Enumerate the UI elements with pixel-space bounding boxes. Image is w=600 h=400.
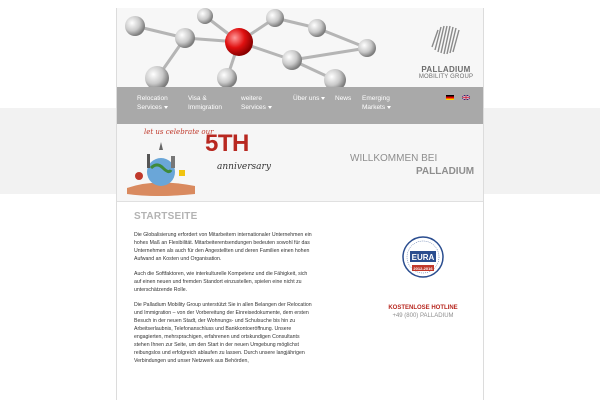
nav-label: Emerging: [362, 95, 390, 102]
palladium-logo[interactable]: [413, 22, 479, 84]
main-navigation: [117, 87, 483, 124]
main-content: [134, 211, 314, 372]
nav-label: Relocation: [137, 95, 168, 102]
nav-item-weitere-services[interactable]: [241, 94, 272, 112]
welcome-line-2: PALLADIUM: [416, 166, 475, 177]
anniversary-banner: [117, 124, 483, 202]
nav-item-news[interactable]: [335, 94, 351, 103]
chevron-down-icon: [164, 106, 168, 109]
celebrate-text: let us celebrate our: [144, 128, 214, 136]
sidebar: [365, 236, 481, 319]
welcome-heading: [350, 152, 474, 178]
palladium-logo-mark-icon: [426, 22, 466, 56]
uk-flag-icon[interactable]: [462, 95, 470, 100]
header: [117, 8, 483, 87]
chevron-down-icon: [387, 106, 391, 109]
nav-label: Immigration: [188, 104, 222, 111]
seal-years: 2012-2016: [413, 265, 433, 271]
nav-label: weitere: [241, 95, 262, 102]
german-flag-icon[interactable]: [446, 95, 454, 100]
nav-label: Visa &: [188, 95, 207, 102]
page-title: STARTSEITE: [134, 211, 198, 222]
welcome-line-1: WILLKOMMEN BEI: [350, 153, 438, 164]
nav-label: Markets: [362, 104, 386, 111]
logo-name: PALLADIUM: [421, 65, 471, 74]
nav-label: Über uns: [293, 95, 320, 102]
nav-item-relocation-services[interactable]: [137, 94, 168, 112]
nav-item-ueber-uns[interactable]: [293, 94, 325, 103]
hand-with-world-illustration: [125, 138, 209, 200]
nav-label: Services: [137, 104, 162, 111]
seal-name: EURA: [411, 253, 435, 262]
nav-item-visa-immigration[interactable]: [188, 94, 222, 112]
hotline-label: KOSTENLOSE HOTLINE: [388, 305, 458, 311]
molecule-network-image: [117, 8, 417, 87]
chevron-down-icon: [321, 97, 325, 100]
fifth-anniversary-number: 5TH: [205, 130, 249, 157]
hotline-number[interactable]: +49 (800) PALLADIUM: [392, 313, 454, 319]
intro-paragraph: Die Globalisierung erfordert von Mitarbeitern internationaler Unternehmen ein hohes Maß an Flexibilität. Mitarbeiterentsendungen bedeuten sowohl für das Unternehmen als auch für den Angestellten und deren Familien einen hohen Aufwand an Kosten und Organisation.: [134, 232, 312, 262]
logo-subtitle: MOBILITY GROUP: [418, 74, 474, 80]
nav-item-emerging-markets[interactable]: [362, 94, 391, 112]
nav-label: News: [335, 95, 352, 102]
services-paragraph: Die Palladium Mobility Group unterstützt Sie in allen Belangen der Relocation und Immigration – von der Vorbereitung der Einreisedokumente, dem ersten Besuch in der neuen Stadt, der Wohnungs- und Schulsuche bis hin zu Arbeitserlaubnis, Telefonanschluss und Bankkontoeröffnung. Unsere engagierten, mehrsprachigen, erfahrenen und ortskundigen Consultants stehen Ihnen zur Seite, um den Start in der neuen Umgebung möglichst reibungslos und erfolgreich ablaufen zu lassen. Durch unsere langjährigen Verbindungen und unser Netzwerk aus Behörden,: [134, 302, 312, 364]
chevron-down-icon: [268, 106, 272, 109]
softfactors-paragraph: Auch die Softfaktoren, wie interkulturelle Kompetenz und die Fähigkeit, sich auf einen neuen und fremden Standort einzustellen, spielen eine nicht zu unterschätzende Rolle.: [134, 271, 308, 293]
nav-label: Services: [241, 104, 266, 111]
eura-seal-icon: [402, 236, 444, 278]
anniversary-text: anniversary: [217, 162, 271, 172]
page-container: [116, 8, 484, 400]
